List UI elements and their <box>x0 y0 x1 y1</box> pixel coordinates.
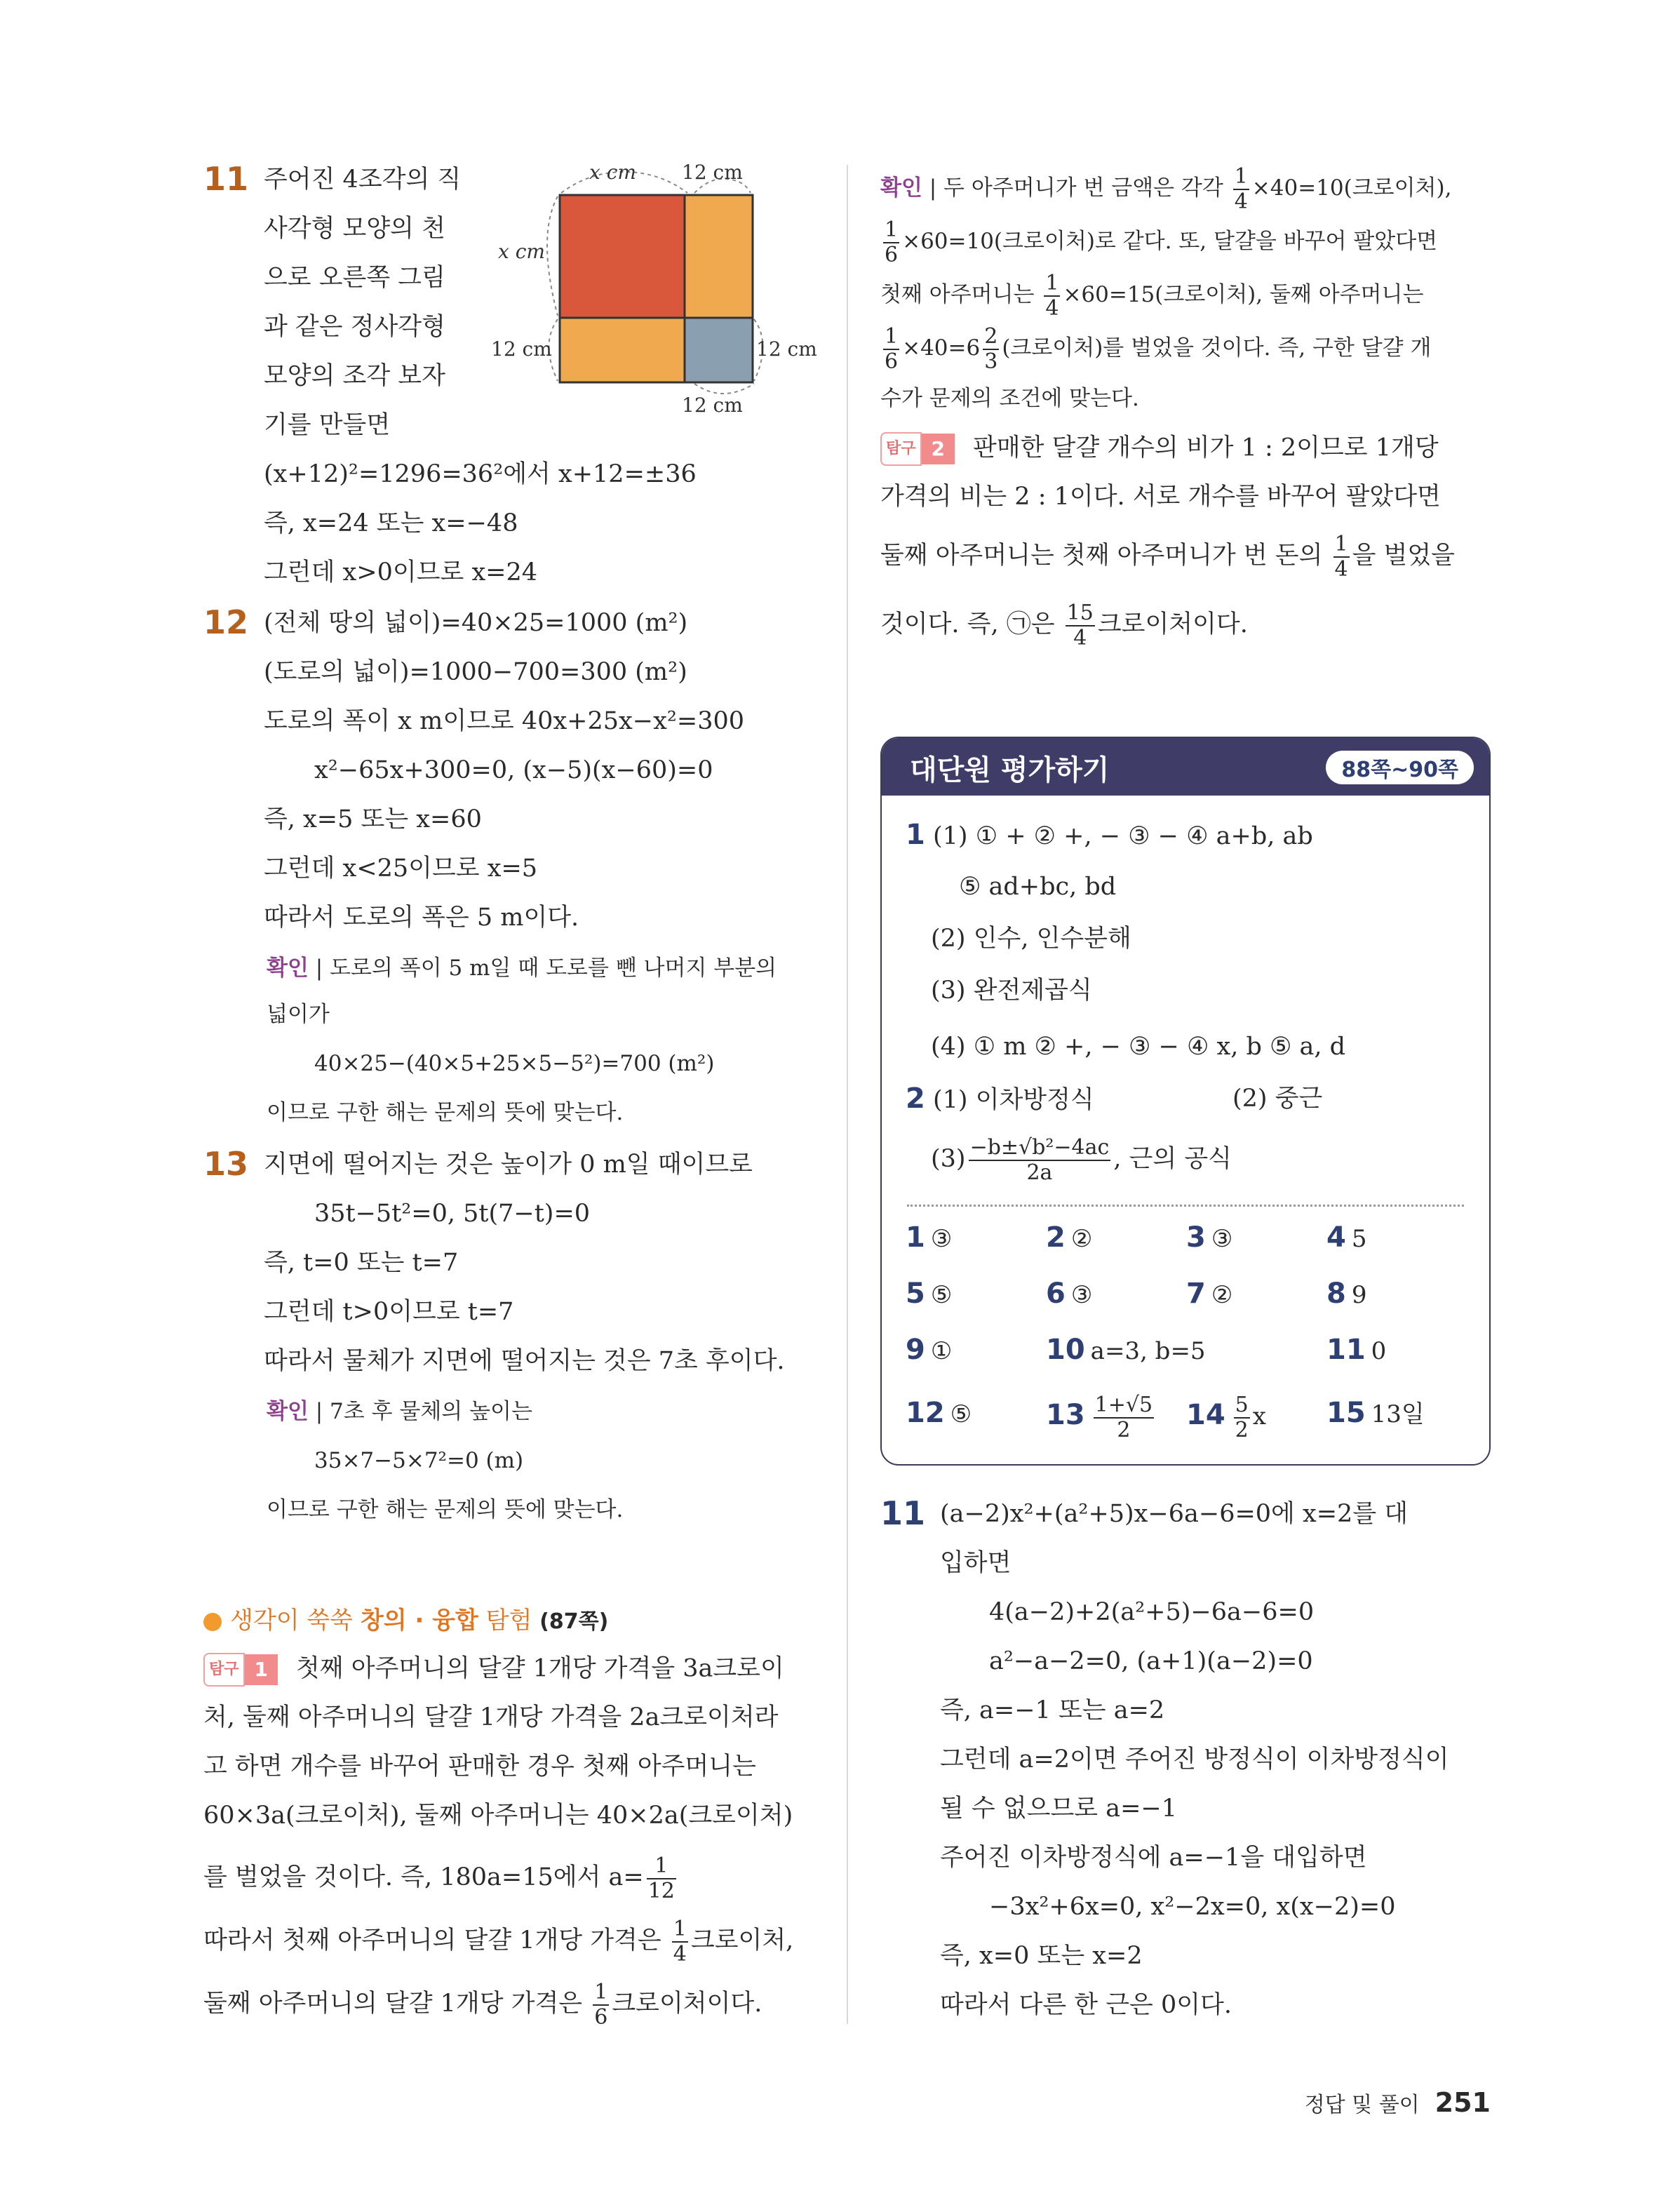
explore-line-6 <box>203 1912 793 1969</box>
red-square-piece <box>560 195 685 318</box>
explore-tag: 탐구 <box>203 1653 245 1687</box>
p11b-line-4: a²−a−2=0, (a+1)(a−2)=0 <box>989 1647 1313 1675</box>
column-divider <box>847 165 848 2024</box>
right-text-4b: ×40=6 <box>902 335 981 361</box>
review-pages-badge: 88쪽~90쪽 <box>1326 751 1474 784</box>
p11b-line-6: 그런데 a=2이면 주어진 방정식이 이차방정식이 <box>940 1745 1449 1774</box>
page-number: 251 <box>1435 2087 1491 2118</box>
fraction: $\frac{1}{4}$ <box>1045 270 1059 321</box>
p12-line-1: (전체 땅의 넓이)=40×25=1000 (m²) <box>264 609 688 637</box>
fig-label-bottom-12: 12 cm <box>682 394 743 417</box>
explore2-text-4a: 것이다. 즉, ㉠은 <box>880 610 1063 638</box>
fraction: $\frac{1}{6}$ <box>885 217 899 267</box>
fraction: $\frac{2}{3}$ <box>984 323 998 374</box>
p13-line-2: 35t−5t²=0, 5t(7−t)=0 <box>314 1200 591 1228</box>
p11b-line-2: 입하면 <box>940 1549 1012 1577</box>
review-q1-number: 1 <box>906 819 925 851</box>
answer-4: 4 5 <box>1326 1221 1367 1254</box>
p11-line-4: 과 같은 정사각형 <box>264 313 445 341</box>
explore-tag: 탐구 <box>880 432 922 466</box>
p11b-line-10: 즉, x=0 또는 x=2 <box>940 1942 1143 1970</box>
fig-label-right-12: 12 cm <box>756 337 817 361</box>
fraction: $\frac{5}{2}$ <box>1235 1393 1249 1442</box>
footer-section-label: 정답 및 풀이 <box>1304 2093 1420 2117</box>
answer-3: 3 ③ <box>1186 1221 1233 1254</box>
explore-line-1 <box>203 1653 784 1687</box>
explore-section-heading <box>203 1601 608 1635</box>
p12-line-3: 도로의 폭이 x m이므로 40x+25x−x²=300 <box>264 707 745 735</box>
explore-text-7b: 크로이처이다. <box>612 1990 762 2018</box>
right-text-3a: 첫째 아주머니는 <box>880 282 1042 307</box>
p12-line-7: 따라서 도로의 폭은 5 m이다. <box>264 904 579 932</box>
right-text-1b: ×40=10(크로이처), <box>1251 175 1452 201</box>
problem-11-number: 11 <box>203 160 249 198</box>
fraction: $\frac{1}{6}$ <box>594 1979 608 2030</box>
p11-eq-1: (x+12)²=1296=36²에서 x+12=±36 <box>264 460 697 488</box>
p11b-line-5: 즉, a=−1 또는 a=2 <box>940 1696 1165 1724</box>
review-q2-b: (2) 중근 <box>1232 1085 1323 1113</box>
p11b-line-9: −3x²+6x=0, x²−2x=0, x(x−2)=0 <box>989 1893 1396 1921</box>
answer-14: 14 $\frac{5}{2}$ x <box>1186 1393 1266 1442</box>
confirm-label: 확인 <box>267 1399 309 1424</box>
review-q2-line-1 <box>906 1083 1094 1115</box>
page-footer <box>1305 2087 1491 2118</box>
answer-13: 13 $\frac{1+√5}{2}$ <box>1046 1393 1153 1442</box>
explore-text-1: 첫째 아주머니의 달걀 1개당 가격을 3a크로이 <box>296 1654 784 1683</box>
explore2-line-3 <box>880 528 1455 584</box>
review-q2-c: (3) <box>931 1145 966 1173</box>
p11b-line-7: 될 수 없으므로 a=−1 <box>940 1795 1178 1823</box>
review-q1-line-5: (4) ① m ② +, − ③ − ④ x, b ⑤ a, d <box>931 1033 1346 1061</box>
square-patchwork-figure <box>484 158 821 424</box>
fraction: $\frac{1}{4}$ <box>673 1916 687 1966</box>
p11-line-3: 으로 오른쪽 그림 <box>264 264 445 292</box>
review-title: 대단원 평가하기 <box>910 754 1110 786</box>
answer-12: 12 ⑤ <box>906 1397 972 1429</box>
answer-7: 7 ② <box>1186 1278 1233 1310</box>
right-confirm-line-3 <box>880 267 1423 323</box>
right-confirm-line-2 <box>880 213 1437 269</box>
answer-9: 9 ① <box>906 1334 953 1366</box>
explore-text-6a: 따라서 첫째 아주머니의 달걀 1개당 가격은 <box>203 1926 669 1955</box>
fraction: $\frac{1}{6}$ <box>885 323 899 374</box>
p13-confirm-2: 35×7−5×7²=0 (m) <box>314 1448 524 1473</box>
orange-bottom-piece <box>560 318 685 382</box>
p11b-line-8: 주어진 이차방정식에 a=−1을 대입하면 <box>940 1844 1367 1872</box>
dotted-divider <box>907 1205 1464 1207</box>
p13-confirm-text: | 7초 후 물체의 높이는 <box>308 1399 532 1424</box>
p11-line-5: 모양의 조각 보자 <box>264 362 445 390</box>
answer-11: 11 0 <box>1326 1334 1387 1366</box>
explore2-text-3b: 을 벌었을 <box>1352 542 1455 570</box>
right-text-1a: | 두 아주머니가 번 금액은 각각 <box>922 175 1230 201</box>
p11-eq-3: 그런데 x>0이므로 x=24 <box>264 558 538 586</box>
problem-12-number: 12 <box>203 603 249 641</box>
review-problem-11-number: 11 <box>880 1494 926 1532</box>
answer-8: 8 9 <box>1326 1278 1367 1310</box>
p11-line-6: 기를 만들면 <box>264 411 391 439</box>
answer-15: 15 13일 <box>1326 1397 1425 1429</box>
explore-tag-number: 2 <box>922 434 955 464</box>
review-q1-line-4: (3) 완전제곱식 <box>931 977 1092 1005</box>
right-text-3b: ×60=15(크로이처), 둘째 아주머니는 <box>1063 282 1424 307</box>
fraction: $\frac{15}{4}$ <box>1066 600 1094 650</box>
p12-confirm-text: | 도로의 폭이 5 m일 때 도로를 뺀 나머지 부분의 <box>308 956 777 981</box>
review-q2-d: , 근의 공식 <box>1113 1145 1232 1173</box>
right-confirm-line-5: 수가 문제의 조건에 맞는다. <box>880 386 1139 411</box>
review-q1-line-1 <box>906 819 1313 852</box>
p12-confirm-2: 넓이가 <box>267 1002 330 1027</box>
explore-line-2: 처, 둘째 아주머니의 달걀 1개당 가격을 2a크로이처라 <box>203 1703 779 1731</box>
answer-1: 1 ③ <box>906 1221 953 1254</box>
p11-line-2: 사각형 모양의 천 <box>264 215 445 243</box>
explore-line-7 <box>203 1976 762 2032</box>
p12-confirm-1 <box>267 953 777 984</box>
review-q2-number: 2 <box>906 1082 925 1115</box>
right-text-4c: (크로이처)를 벌었을 것이다. 즉, 구한 달걀 개 <box>1002 335 1432 361</box>
confirm-label: 확인 <box>880 175 922 201</box>
p12-line-6: 그런데 x<25이므로 x=5 <box>264 854 538 883</box>
explore-head-page: (87쪽) <box>539 1609 609 1634</box>
right-confirm-line-1 <box>880 160 1451 216</box>
explore-text-6b: 크로이처, <box>690 1926 794 1955</box>
review-q2-a: (1) 이차방정식 <box>932 1086 1094 1114</box>
explore-text-7a: 둘째 아주머니의 달걀 1개당 가격은 <box>203 1990 591 2018</box>
p12-confirm-4: 이므로 구한 해는 문제의 뜻에 맞는다. <box>267 1100 624 1125</box>
explore-tag-number: 1 <box>245 1654 278 1685</box>
explore-head-a: 생각이 쑥쑥 <box>230 1607 361 1635</box>
right-text-2b: ×60=10(크로이처)로 같다. 또, 달걀을 바꾸어 팔았다면 <box>902 229 1438 254</box>
bullet-dot-icon <box>203 1613 222 1631</box>
explore-line-4: 60×3a(크로이처), 둘째 아주머니는 40×2a(크로이처) <box>203 1802 793 1830</box>
p13-line-1: 지면에 떨어지는 것은 높이가 0 m일 때이므로 <box>264 1151 753 1179</box>
p12-line-5: 즉, x=5 또는 x=60 <box>264 805 482 833</box>
explore-line-3: 고 하면 개수를 바꾸어 판매한 경우 첫째 아주머니는 <box>203 1752 756 1781</box>
quadratic-formula: $\frac{\text{−b±√b²−4ac}}{2a}$ <box>969 1134 1110 1185</box>
explore2-line-2: 가격의 비는 2 : 1이다. 서로 개수를 바꾸어 팔았다면 <box>880 483 1441 511</box>
fraction: $\frac{1}{4}$ <box>1334 531 1348 582</box>
fig-label-left-12: 12 cm <box>491 337 552 361</box>
review-q2-line-2 <box>931 1131 1232 1187</box>
p13-line-3: 즉, t=0 또는 t=7 <box>264 1249 459 1277</box>
confirm-label: 확인 <box>267 956 309 981</box>
explore2-text-1: 판매한 달걀 개수의 비가 1 : 2이므로 1개당 <box>973 434 1439 462</box>
explore2-text-3a: 둘째 아주머니는 첫째 아주머니가 번 돈의 <box>880 542 1331 570</box>
explore-head-c: 탐험 <box>478 1607 540 1635</box>
explore-head-b: 창의 · 융합 <box>360 1607 478 1635</box>
fig-label-top-x: x cm <box>589 161 636 184</box>
p12-line-4: x²−65x+300=0, (x−5)(x−60)=0 <box>314 756 713 784</box>
review-q1-line-2: ⑤ ad+bc, bd <box>959 873 1117 901</box>
explore2-line-1 <box>880 432 1439 466</box>
p12-confirm-3: 40×25−(40×5+25×5−5²)=700 (m²) <box>314 1051 715 1076</box>
answer-5: 5 ⑤ <box>906 1278 953 1310</box>
explore-line-5 <box>203 1849 679 1905</box>
fraction: $\frac{1}{4}$ <box>1234 163 1248 214</box>
p13-confirm-3: 이므로 구한 해는 문제의 뜻에 맞는다. <box>267 1497 624 1522</box>
unit-review-box <box>880 737 1491 1466</box>
fig-label-left-x: x cm <box>498 240 545 263</box>
p11b-line-3: 4(a−2)+2(a²+5)−6a−6=0 <box>989 1598 1315 1626</box>
blue-small-piece <box>685 318 753 382</box>
answer-10: 10 a=3, b=5 <box>1046 1334 1206 1366</box>
fraction: $\frac{1}{12}$ <box>647 1853 675 1903</box>
review-q1-text-1: (1) ① + ② +, − ③ − ④ a+b, ab <box>932 822 1313 850</box>
fig-label-top-12: 12 cm <box>682 161 743 184</box>
p13-line-5: 따라서 물체가 지면에 떨어지는 것은 7초 후이다. <box>264 1347 785 1375</box>
fraction: $\frac{1+√5}{2}$ <box>1094 1393 1153 1442</box>
problem-13-number: 13 <box>203 1145 249 1183</box>
p11-line-1: 주어진 4조각의 직 <box>264 166 462 194</box>
explore-text-5: 를 벌었을 것이다. 즉, 180a=15에서 a= <box>203 1863 644 1891</box>
review-q1-line-3: (2) 인수, 인수분해 <box>931 925 1131 953</box>
explore2-line-4 <box>880 596 1248 652</box>
p12-line-2: (도로의 넓이)=1000−700=300 (m²) <box>264 658 687 686</box>
explore2-text-4b: 크로이처이다. <box>1097 610 1248 638</box>
p13-line-4: 그런데 t>0이므로 t=7 <box>264 1298 514 1326</box>
p11b-line-11: 따라서 다른 한 근은 0이다. <box>940 1991 1232 2019</box>
answer-6: 6 ③ <box>1046 1278 1093 1310</box>
orange-right-piece <box>685 195 753 318</box>
p11b-line-1: (a−2)x²+(a²+5)x−6a−6=0에 x=2를 대 <box>940 1500 1409 1528</box>
p11-eq-2: 즉, x=24 또는 x=−48 <box>264 509 518 537</box>
review-header <box>882 738 1489 796</box>
p13-confirm-1 <box>267 1396 532 1427</box>
answer-2: 2 ② <box>1046 1221 1093 1254</box>
right-confirm-line-4 <box>880 320 1431 376</box>
